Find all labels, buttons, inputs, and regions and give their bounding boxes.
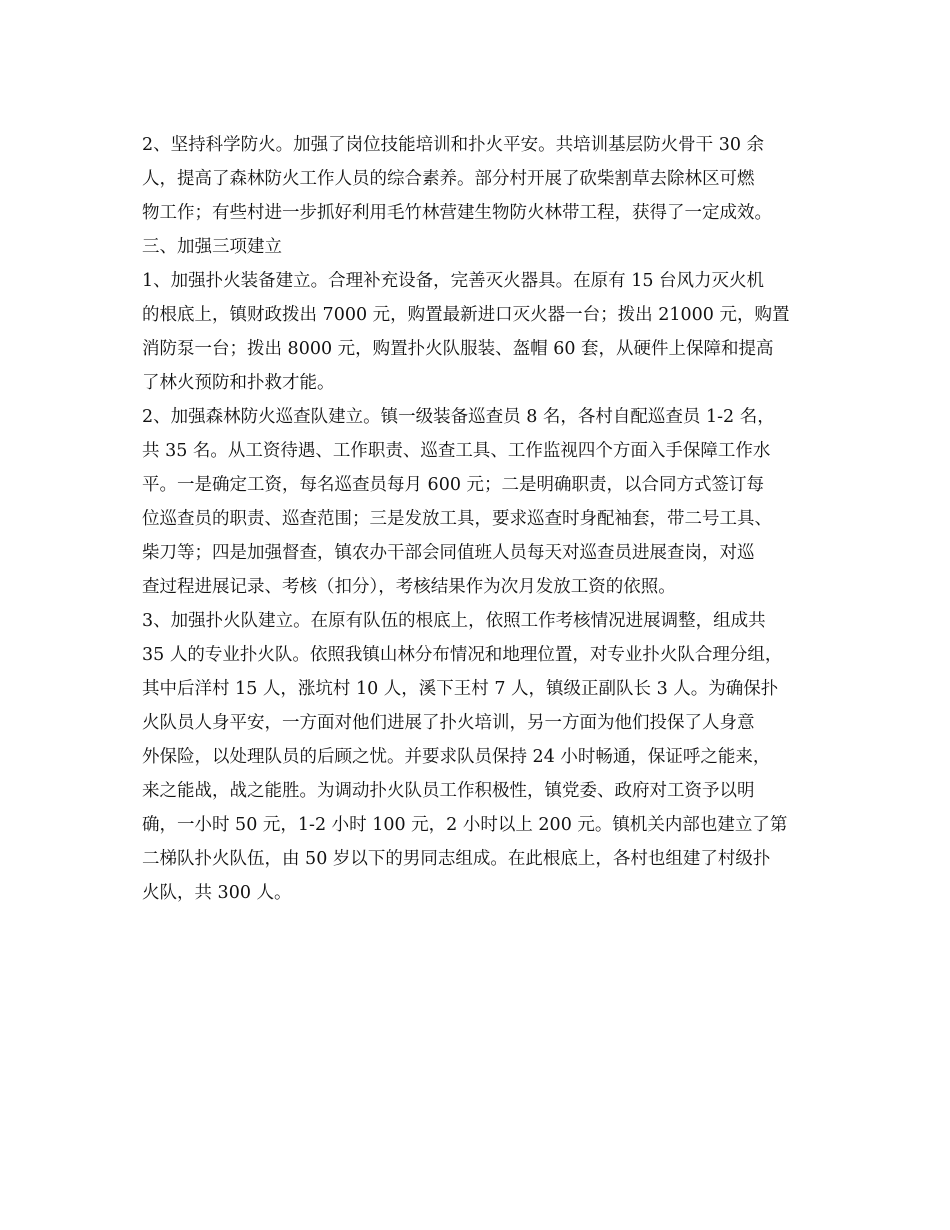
text-line: 柴刀等；四是加强督查，镇农办干部会同值班人员每天对巡查员进展查岗，对巡 [142, 543, 755, 563]
text-line: 3、加强扑火队建立。在原有队伍的根底上，依照工作考核情况进展调整，组成共 [142, 611, 766, 631]
text-line: 35 人的专业扑火队。依照我镇山林分布情况和地理位置，对专业扑火队合理分组， [142, 645, 783, 665]
text-line: 来之能战，战之能胜。为调动扑火队员工作积极性，镇党委、政府对工资予以明 [142, 781, 755, 801]
text-line: 二梯队扑火队伍，由 50 岁以下的男同志组成。在此根底上，各村也组建了村级扑 [142, 849, 771, 869]
text-line: 平。一是确定工资，每名巡查员每月 600 元；二是明确职责，以合同方式签订每 [142, 475, 765, 495]
text-line: 消防泵一台；拨出 8000 元，购置扑火队服装、盔帽 60 套，从硬件上保障和提高 [142, 339, 774, 359]
text-line: 1、加强扑火装备建立。合理补充设备，完善灭火器具。在原有 15 台风力灭火机 [142, 271, 765, 291]
text-line: 火队，共 300 人。 [142, 883, 292, 903]
text-line: 位巡查员的职责、巡查范围；三是发放工具，要求巡查时身配袖套，带二号工具、 [142, 509, 772, 529]
text-line: 2、坚持科学防火。加强了岗位技能培训和扑火平安。共培训基层防火骨干 30 余 [142, 135, 765, 155]
text-line: 其中后洋村 15 人，涨坑村 10 人，溪下王村 7 人，镇级正副队长 3 人。为确保扑 [142, 679, 779, 699]
text-line: 物工作；有些村进一步抓好利用毛竹林营建生物防火林带工程，获得了一定成效。 [142, 203, 772, 223]
section-heading: 三、加强三项建立 [142, 237, 282, 257]
text-line: 火队员人身平安，一方面对他们进展了扑火培训，另一方面为他们投保了人身意 [142, 713, 755, 733]
text-line: 2、加强森林防火巡查队建立。镇一级装备巡查员 8 名，各村自配巡查员 1-2 名， [142, 407, 775, 427]
text-line: 查过程进展记录、考核（扣分），考核结果作为次月发放工资的依照。 [142, 577, 676, 597]
text-line: 共 35 名。从工资待遇、工作职责、巡查工具、工作监视四个方面入手保障工作水 [142, 441, 771, 461]
document-body [142, 128, 822, 910]
text-line: 外保险，以处理队员的后顾之忧。并要求队员保持 24 小时畅通，保证呼之能来， [142, 747, 771, 767]
text-line: 人，提高了森林防火工作人员的综合素养。部分村开展了砍柴割草去除林区可燃 [142, 169, 755, 189]
text-line: 确，一小时 50 元，1-2 小时 100 元，2 小时以上 200 元。镇机关内部也建立了第 [142, 815, 788, 835]
text-line: 的根底上，镇财政拨出 7000 元，购置最新进口灭火器一台；拨出 21000 元，购置 [142, 305, 790, 325]
text-line: 了林火预防和扑救才能。 [142, 373, 335, 393]
